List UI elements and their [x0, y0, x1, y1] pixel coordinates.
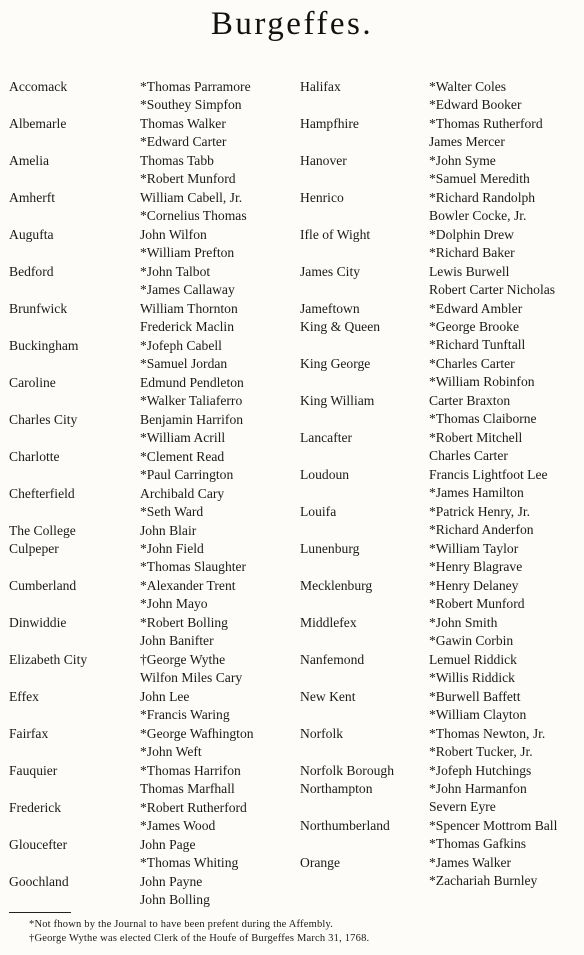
county-name: Effex — [9, 689, 39, 704]
member-name: *Walter Coles — [429, 79, 507, 94]
member-name: *Thomas Gafkins — [429, 836, 527, 852]
county-name: Culpeper — [9, 541, 59, 556]
county-name: The College — [9, 523, 76, 538]
member-name: *Seth Ward — [140, 504, 204, 520]
member-name: *Jofeph Hutchings — [429, 763, 532, 778]
member-name: John Blair — [140, 523, 197, 538]
member-name: *Gawin Corbin — [429, 633, 514, 649]
member-name: *Thomas Whiting — [140, 855, 239, 871]
county-name: Charlotte — [9, 449, 60, 464]
member-list — [140, 522, 196, 540]
member-name: *Robert Munford — [140, 171, 236, 187]
county-name: Ifle of Wight — [300, 227, 371, 242]
member-list — [429, 466, 548, 502]
member-name: *William Robinfon — [429, 374, 535, 390]
member-list — [429, 355, 535, 391]
member-name: *Robert Rutherford — [140, 800, 247, 815]
member-name: *Alexander Trent — [140, 578, 236, 593]
footnote-asterisk: *Not fhown by the Journal to have been prefent during the Affembly. — [29, 919, 334, 930]
member-name: *James Wood — [140, 818, 216, 834]
member-name: †George Wythe — [140, 652, 226, 667]
member-list — [140, 374, 244, 410]
member-name: *Robert Tucker, Jr. — [429, 744, 533, 760]
member-list — [140, 189, 247, 225]
member-name: *Robert Bolling — [140, 615, 228, 630]
member-list — [140, 226, 234, 262]
county-name: Augufta — [9, 227, 54, 242]
member-name: Edmund Pendleton — [140, 375, 244, 390]
county-name: Cumberland — [9, 578, 77, 593]
member-name: *James Hamilton — [429, 485, 524, 501]
member-name: *Willis Riddick — [429, 670, 515, 686]
county-name: Northumberland — [300, 818, 390, 833]
county-name: Buckingham — [9, 338, 79, 353]
member-name: Thomas Marfhall — [140, 781, 235, 797]
member-name: Francis Lightfoot Lee — [429, 467, 548, 482]
member-name: *Thomas Rutherford — [429, 116, 543, 131]
county-name: Gloucefter — [9, 837, 68, 852]
county-name: Hanover — [300, 153, 347, 168]
member-name: *John Weft — [140, 744, 202, 760]
member-name: Carter Braxton — [429, 393, 511, 408]
member-list — [140, 836, 238, 872]
member-name: *Samuel Jordan — [140, 356, 228, 372]
member-name: *Dolphin Drew — [429, 227, 514, 242]
member-name: Charles Carter — [429, 448, 508, 464]
member-name: William Thornton — [140, 301, 238, 316]
member-name: *Richard Randolph — [429, 190, 536, 205]
county-name: Elizabeth City — [9, 652, 88, 667]
member-list — [140, 448, 233, 484]
county-name: Louifa — [300, 504, 337, 519]
member-list — [140, 263, 235, 299]
county-name: New Kent — [300, 689, 356, 704]
member-name: *Walker Taliaferro — [140, 393, 243, 409]
member-name: Thomas Tabb — [140, 153, 214, 168]
county-name: Henrico — [300, 190, 344, 205]
member-name: *William Prefton — [140, 245, 235, 261]
member-name: *Edward Carter — [140, 134, 227, 150]
member-list — [140, 540, 246, 576]
county-name: Albemarle — [9, 116, 67, 131]
member-name: *Henry Blagrave — [429, 559, 523, 575]
member-name: *Jofeph Cabell — [140, 338, 222, 353]
member-list — [140, 485, 224, 521]
member-name: John Page — [140, 837, 196, 852]
county-name: Lancafter — [300, 430, 353, 445]
member-name: John Lee — [140, 689, 190, 704]
member-name: John Banifter — [140, 633, 214, 649]
county-name: Brunfwick — [9, 301, 68, 316]
member-name: Frederick Maclin — [140, 319, 234, 335]
member-name: Wilfon Miles Cary — [140, 670, 243, 686]
county-name: Norfolk Borough — [300, 763, 395, 778]
member-list — [429, 115, 543, 151]
member-name: James Mercer — [429, 134, 505, 150]
member-name: *Thomas Newton, Jr. — [429, 726, 546, 741]
member-name: *Robert Mitchell — [429, 430, 523, 445]
member-name: *Thomas Claiborne — [429, 411, 537, 427]
member-list — [140, 651, 242, 687]
member-name: *John Talbot — [140, 264, 211, 279]
member-name: John Wilfon — [140, 227, 207, 242]
member-list — [429, 152, 530, 188]
county-name: Accomack — [9, 79, 68, 94]
county-name: Norfolk — [300, 726, 344, 741]
member-name: *John Field — [140, 541, 204, 556]
member-list — [140, 337, 227, 373]
member-name: *Richard Tunftall — [429, 337, 526, 353]
county-name: King William — [300, 393, 375, 408]
member-name: *John Syme — [429, 153, 496, 168]
member-name: Lewis Burwell — [429, 264, 510, 279]
member-list — [140, 762, 241, 798]
member-name: Severn Eyre — [429, 799, 496, 815]
county-name: Orange — [300, 855, 341, 870]
member-list — [140, 78, 251, 114]
member-name: *Henry Delaney — [429, 578, 519, 593]
member-list — [429, 762, 531, 780]
member-list — [140, 614, 228, 650]
county-name: Chefterfield — [9, 486, 75, 501]
member-list — [429, 817, 557, 853]
member-list — [140, 300, 238, 336]
member-name: *Edward Ambler — [429, 301, 523, 316]
member-name: John Payne — [140, 874, 203, 889]
member-list — [429, 429, 522, 465]
member-list — [140, 115, 226, 151]
member-list — [429, 540, 522, 576]
county-name: Northampton — [300, 781, 373, 796]
county-name: Hampfhire — [300, 116, 359, 131]
county-name: Lunenburg — [300, 541, 360, 556]
member-list — [429, 263, 555, 299]
member-name: *John Mayo — [140, 596, 208, 612]
county-name: Mecklenburg — [300, 578, 373, 593]
member-list — [429, 688, 526, 724]
member-name: *Thomas Slaughter — [140, 559, 247, 575]
member-name: *Burwell Baffett — [429, 689, 521, 704]
member-name: *William Clayton — [429, 707, 527, 723]
county-name: Frederick — [9, 800, 62, 815]
member-list — [140, 577, 236, 613]
member-name: Bowler Cocke, Jr. — [429, 208, 527, 224]
member-name: William Cabell, Jr. — [140, 190, 243, 205]
member-list — [429, 226, 515, 262]
member-name: *Clement Read — [140, 449, 225, 464]
member-name: *William Taylor — [429, 541, 519, 556]
county-name: Dinwiddie — [9, 615, 67, 630]
county-name: King George — [300, 356, 371, 371]
member-list — [140, 411, 243, 447]
county-name: Goochland — [9, 874, 69, 889]
member-list — [140, 799, 247, 835]
member-name: *William Acrill — [140, 430, 226, 446]
county-name: Bedford — [9, 264, 54, 279]
footnotes — [29, 918, 369, 946]
member-name: *Francis Waring — [140, 707, 230, 723]
member-list — [429, 614, 513, 650]
member-list — [429, 577, 525, 613]
county-name: King & Queen — [300, 319, 381, 334]
member-name: *Thomas Harrifon — [140, 763, 241, 778]
county-name: Middlefex — [300, 615, 357, 630]
county-name: Fairfax — [9, 726, 49, 741]
member-list — [140, 873, 210, 909]
member-name: Thomas Walker — [140, 116, 226, 131]
member-name: *John Harmanfon — [429, 781, 527, 796]
member-name: *Thomas Parramore — [140, 79, 251, 94]
member-name: *George Brooke — [429, 319, 519, 334]
member-name: *John Smith — [429, 615, 498, 630]
footnote-dagger: †George Wythe was elected Clerk of the Houfe of Burgeffes March 31, 1768. — [29, 933, 370, 944]
page-title: Burgeffes. — [210, 6, 374, 42]
member-list — [429, 392, 537, 428]
member-name: Benjamin Harrifon — [140, 412, 244, 427]
member-list — [429, 78, 522, 114]
county-name: James City — [300, 264, 361, 279]
member-name: *Robert Munford — [429, 596, 525, 612]
member-name: *James Callaway — [140, 282, 235, 298]
county-name: Charles City — [9, 412, 78, 427]
member-name: *Richard Anderfon — [429, 522, 534, 538]
member-name: *James Walker — [429, 855, 512, 870]
member-list — [429, 189, 535, 225]
member-list — [429, 318, 525, 354]
member-list — [429, 854, 537, 890]
member-list — [429, 780, 527, 816]
member-list — [429, 300, 522, 318]
member-name: Robert Carter Nicholas — [429, 282, 556, 298]
member-name: *Paul Carrington — [140, 467, 234, 483]
member-name: *Edward Booker — [429, 97, 522, 113]
county-name: Amelia — [9, 153, 50, 168]
member-name: *Cornelius Thomas — [140, 208, 247, 224]
member-list — [140, 152, 236, 188]
county-name: Fauquier — [9, 763, 58, 778]
member-list — [140, 725, 254, 761]
member-list — [429, 651, 517, 687]
member-list — [429, 503, 534, 539]
member-name: *George Wafhington — [140, 726, 254, 741]
footnote-divider — [9, 912, 71, 913]
member-name: *Southey Simpfon — [140, 97, 242, 113]
member-name: *Charles Carter — [429, 356, 515, 371]
county-name: Jameftown — [300, 301, 360, 316]
county-name: Amherft — [9, 190, 56, 205]
member-name: Archibald Cary — [140, 486, 225, 501]
member-name: *Samuel Meredith — [429, 171, 530, 187]
member-name: *Patrick Henry, Jr. — [429, 504, 531, 519]
county-name: Halifax — [300, 79, 341, 94]
member-name: Lemuel Riddick — [429, 652, 517, 667]
member-name: *Spencer Mottrom Ball — [429, 818, 558, 833]
member-name: *Richard Baker — [429, 245, 515, 261]
member-name: *Zachariah Burnley — [429, 873, 538, 889]
county-name: Caroline — [9, 375, 56, 390]
member-list — [429, 725, 545, 761]
county-name: Loudoun — [300, 467, 350, 482]
member-name: John Bolling — [140, 892, 210, 908]
county-name: Nanfemond — [300, 652, 365, 667]
member-list — [140, 688, 230, 724]
